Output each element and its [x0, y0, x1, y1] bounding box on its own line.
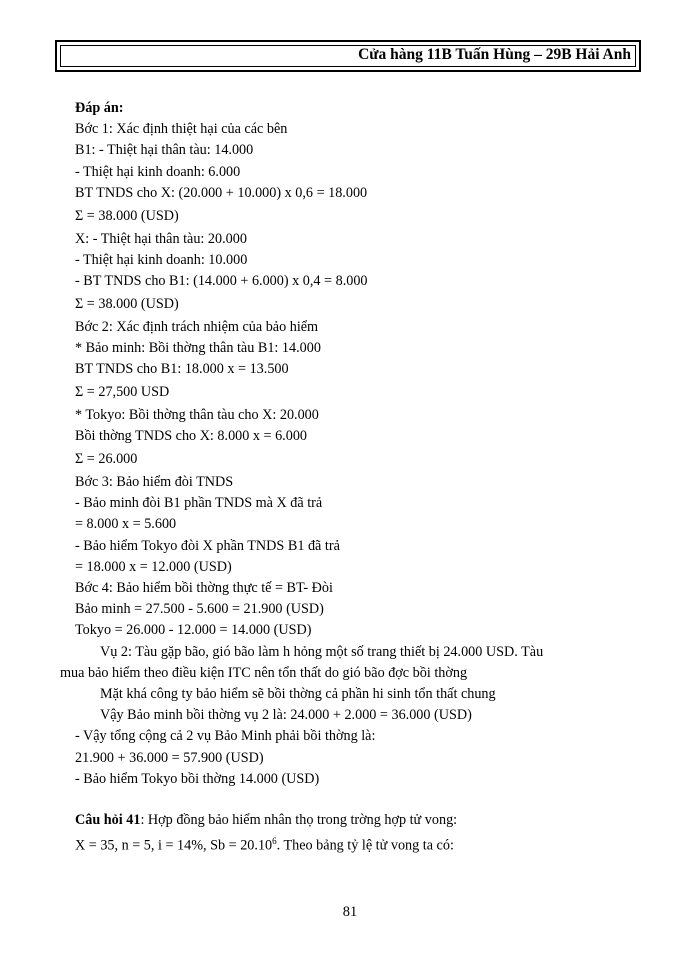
page-number: 81 — [342, 904, 358, 920]
header-title: Cửa hàng 11B Tuấn Hùng – 29B Hải Anh — [358, 46, 631, 63]
text-line: X: - Thiệt hại thân tàu: 20.000 — [75, 230, 247, 247]
text-line: - Vậy tổng cộng cả 2 vụ Bảo Minh phải bồi thờng là: — [75, 728, 376, 745]
sum-line: Σ = 26.000 — [75, 451, 138, 468]
spacer — [75, 790, 645, 810]
text-line: - BT TNDS cho B1: (14.000 + 6.000) x 0,4 = 8.000 — [75, 273, 368, 290]
text-line: = 8.000 x = 5.600 — [75, 516, 177, 533]
text-line: mua bảo hiểm theo điều kiện ITC nên tổn thất do gió bão đợc bồi thờng — [60, 664, 468, 681]
question-params-line — [75, 831, 645, 857]
text-line: B1: - Thiệt hại thân tàu: 14.000 — [75, 142, 254, 159]
text-line: - Bảo hiểm Tokyo bồi thờng 14.000 (USD) — [75, 770, 320, 787]
text-line: Bớc 3: Bảo hiểm đòi TNDS — [75, 474, 234, 491]
sum-line: Σ = 27,500 USD — [75, 384, 170, 401]
text-line: - Bảo hiểm Tokyo đòi X phần TNDS B1 đã trả — [75, 537, 340, 554]
text-line: Bảo minh = 27.500 - 5.600 = 21.900 (USD) — [75, 601, 324, 618]
text-line: = 18.000 x = 12.000 (USD) — [75, 558, 232, 575]
question-params: X = 35, n = 5, i = 14%, Sb = 20.10 — [75, 838, 273, 854]
answer-heading: Đáp án: — [75, 100, 124, 116]
sum-line: Σ = 38.000 (USD) — [75, 208, 179, 225]
text-line: Bồi thờng TNDS cho X: 8.000 x = 6.000 — [75, 428, 308, 445]
document-body — [60, 98, 645, 857]
text-line: Bớc 2: Xác định trách nhiệm của bảo hiểm — [75, 318, 319, 335]
text-line: Vậy Bảo minh bồi thờng vụ 2 là: 24.000 + 2.000 = 36.000 (USD) — [100, 707, 472, 724]
text-line: - Bảo minh đòi B1 phần TNDS mà X đã trả — [75, 495, 323, 512]
text-line: * Bảo minh: Bồi thờng thân tàu B1: 14.000 — [75, 340, 321, 357]
text-line: BT TNDS cho B1: 18.000 x = 13.500 — [75, 361, 289, 378]
text-line: Bớc 1: Xác định thiệt hại của các bên — [75, 121, 288, 138]
text-line: - Thiệt hại kinh doanh: 6.000 — [75, 163, 241, 180]
question-text: : Hợp đồng bảo hiểm nhân thọ trong trờng hợp tử vong: — [140, 812, 458, 829]
question-line — [75, 810, 645, 831]
text-line: Mặt khá công ty bảo hiểm sẽ bồi thờng cả phần hi sinh tổn thất chung — [100, 686, 496, 703]
sum-line: Σ = 38.000 (USD) — [75, 296, 179, 313]
text-line: Tokyo = 26.000 - 12.000 = 14.000 (USD) — [75, 622, 312, 639]
header-box — [55, 40, 641, 72]
text-line: 21.900 + 36.000 = 57.900 (USD) — [75, 749, 264, 766]
text-line: Bớc 4: Bảo hiểm bồi thờng thực tế = BT- Đòi — [75, 580, 333, 597]
question-label: Câu hỏi 41 — [75, 812, 141, 829]
text-line: BT TNDS cho X: (20.000 + 10.000) x 0,6 = 18.000 — [75, 184, 368, 201]
question-params-suffix: . Theo bảng tỷ lệ tử vong ta có: — [276, 838, 454, 854]
exponent: 6 — [272, 836, 277, 847]
text-line: - Thiệt hại kinh doanh: 10.000 — [75, 251, 248, 268]
text-line: Vụ 2: Tàu gặp bão, gió bão làm h hỏng một số trang thiết bị 24.000 USD. Tàu — [100, 643, 544, 660]
text-line: * Tokyo: Bồi thờng thân tàu cho X: 20.000 — [75, 407, 319, 424]
